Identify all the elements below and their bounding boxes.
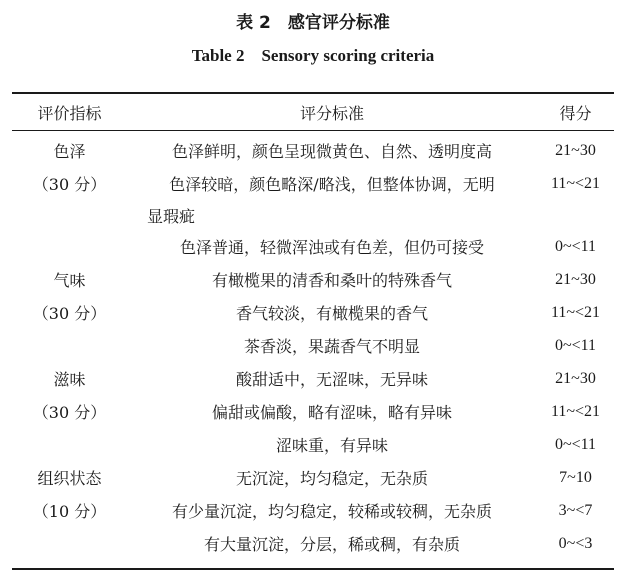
criterion-cell: 茶香淡，果蔬香气不明显 bbox=[243, 337, 420, 356]
header-score: 得分 bbox=[559, 103, 592, 123]
table-row bbox=[12, 230, 614, 263]
indicator-points: （30 分） bbox=[32, 304, 107, 323]
indicator-points: （10 分） bbox=[32, 502, 107, 521]
table-header-row bbox=[12, 94, 614, 130]
header-indicator: 评价指标 bbox=[37, 103, 102, 123]
indicator-points: （30 分） bbox=[32, 403, 107, 422]
score-cell: 21~30 bbox=[555, 369, 596, 387]
table-row bbox=[12, 167, 614, 200]
table-row bbox=[12, 527, 614, 560]
table-caption-english: Table 2 Sensory scoring criteria bbox=[191, 46, 435, 65]
table-caption-chinese: 表 2 感官评分标准 bbox=[236, 13, 390, 33]
indicator-name: 气味 bbox=[53, 271, 86, 290]
criterion-cell-continuation: 显瑕疵 bbox=[147, 206, 196, 226]
indicator-points: （30 分） bbox=[32, 175, 107, 194]
table-row bbox=[12, 428, 614, 461]
table-row bbox=[12, 395, 614, 428]
header-criteria: 评分标准 bbox=[299, 103, 364, 123]
table-row-continuation bbox=[12, 200, 614, 230]
score-cell: 21~30 bbox=[555, 141, 596, 159]
criterion-cell: 色泽鲜明，颜色呈现微黄色、自然、透明度高 bbox=[171, 142, 492, 161]
table-row bbox=[12, 461, 614, 494]
criterion-cell: 涩味重，有异味 bbox=[275, 436, 388, 455]
score-cell: 21~30 bbox=[555, 270, 596, 288]
score-cell: 11~<21 bbox=[550, 174, 601, 192]
indicator-name: 色泽 bbox=[53, 142, 86, 161]
table-row bbox=[12, 494, 614, 527]
score-cell: 3~<7 bbox=[558, 501, 593, 519]
score-cell: 11~<21 bbox=[550, 402, 601, 420]
score-cell: 11~<21 bbox=[550, 303, 601, 321]
score-cell: 0~<3 bbox=[558, 534, 593, 552]
criterion-cell: 有橄榄果的清香和桑叶的特殊香气 bbox=[211, 271, 452, 290]
table-row bbox=[12, 362, 614, 395]
indicator-name: 滋味 bbox=[53, 370, 86, 389]
table-row bbox=[12, 130, 614, 167]
score-cell: 0~<11 bbox=[554, 435, 597, 453]
table-row bbox=[12, 329, 614, 362]
criterion-cell: 无沉淀，均匀稳定，无杂质 bbox=[235, 469, 428, 488]
score-cell: 7~10 bbox=[559, 468, 592, 486]
criterion-cell: 有大量沉淀，分层，稀或稠，有杂质 bbox=[203, 535, 460, 554]
score-cell: 0~<11 bbox=[554, 237, 597, 255]
indicator-name: 组织状态 bbox=[37, 469, 102, 488]
table-row bbox=[12, 296, 614, 329]
criterion-cell: 有少量沉淀，均匀稳定，较稀或较稠，无杂质 bbox=[171, 502, 492, 521]
criterion-cell: 酸甜适中，无涩味，无异味 bbox=[235, 370, 428, 389]
table-bottom-rule bbox=[12, 568, 614, 570]
criterion-cell: 色泽较暗，颜色略深/略浅，但整体协调，无明 bbox=[169, 175, 495, 194]
sensory-scoring-table bbox=[12, 94, 614, 560]
score-cell: 0~<11 bbox=[554, 336, 597, 354]
criterion-cell: 色泽普通，轻微浑浊或有色差，但仍可接受 bbox=[179, 238, 484, 257]
criterion-cell: 偏甜或偏酸，略有涩味，略有异味 bbox=[211, 403, 452, 422]
criterion-cell: 香气较淡，有橄榄果的香气 bbox=[235, 304, 428, 323]
table-row bbox=[12, 263, 614, 296]
